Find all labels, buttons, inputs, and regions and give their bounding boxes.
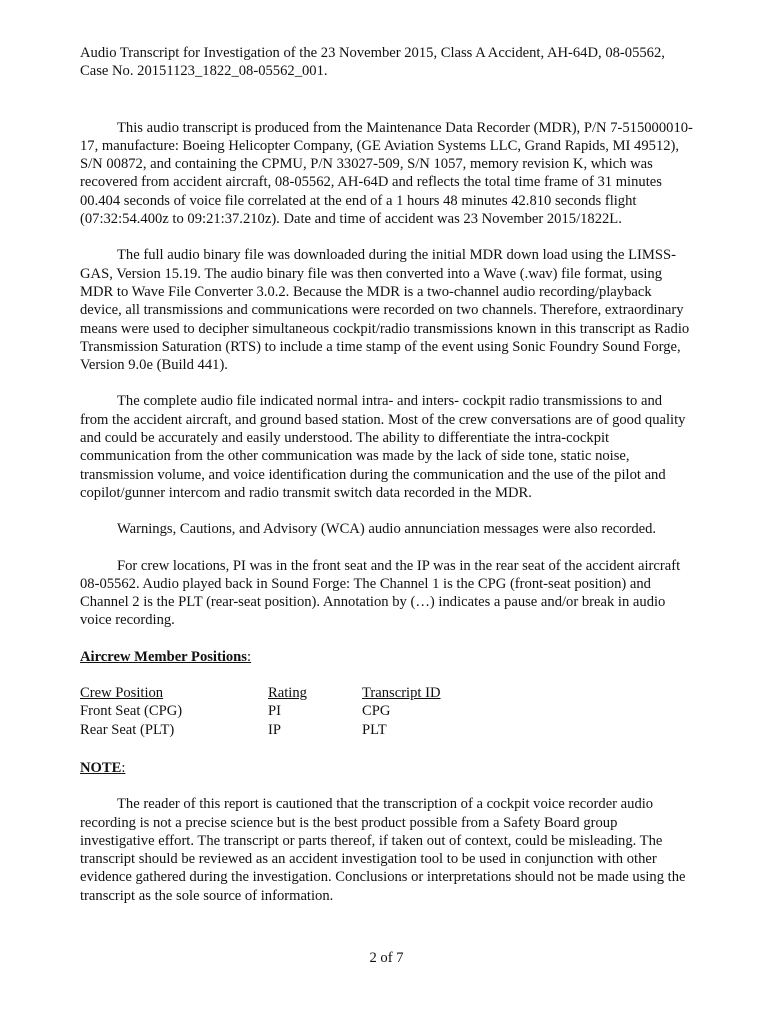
crew-positions-table [80, 684, 562, 739]
crew-position-header-text: Crew Position [80, 685, 164, 702]
aircrew-title-colon: : [246, 648, 252, 665]
table-row [80, 721, 562, 739]
document-page [80, 44, 694, 923]
crew-position-header [80, 684, 268, 702]
aircrew-section-title [80, 648, 694, 666]
rating-header-text: Rating [268, 685, 307, 702]
paragraph-audio-quality: The complete audio file indicated normal intra- and inters- cockpit radio transmissions to and from the accident aircraft, and ground based station. Most of the crew conversations are of good quality and could be accurately and easily understood. The ability to differentiate the intra-cockpit communication from the other communication was made by the lack of side tone, static noise, transmission volume, and voice identification during the communication and the use of the pilot and copilot/gunner intercom and radio transmit switch data recorded in the MDR. [80, 393, 686, 501]
paragraph-mdr-source: This audio transcript is produced from the Maintenance Data Recorder (MDR), P/N 7-515000010-17, manufacture: Boeing Helicopter Company, (GE Aviation Systems LLC, Grand Rapids, MI 49512), S/N 00872, and containing the CPMU, P/N 33027-509, S/N 1057, memory revision K, which was recovered from accident aircraft, 08-05562, AH-64D and reflects the total time frame of 31 minutes 00.404 seconds of voice file correlated at the end of a 1 hours 48 minutes 42.810 seconds flight (07:32:54.400z to 09:21:37.210z). Date and time of accident was 23 November 2015/1822L. [80, 119, 693, 228]
note-title-colon: : [121, 759, 126, 776]
table-row [80, 702, 562, 720]
document-header: Audio Transcript for Investigation of the 23 November 2015, Class A Accident, AH-64D, 08-05562, Case No. 20151123_1822_08-05562_001. [80, 45, 665, 80]
crew-table-header-row [80, 684, 562, 702]
paragraph-note: The reader of this report is cautioned that the transcription of a cockpit voice recorder audio recording is not a precise science but is the best product possible from a Safety Board group investigative effort. The transcript or parts thereof, if taken out of context, could be misleading. The transcript should be reviewed as an accident investigation tool to be used in conjunction with other evidence gathered during the investigation. Conclusions or interpretations should not be made using the transcript as the sole source of information. [80, 796, 686, 904]
transcript-id-cell: CPG [362, 703, 391, 720]
paragraph-wca-messages: Warnings, Cautions, and Advisory (WCA) audio annunciation messages were also recorded. [117, 521, 657, 538]
paragraph-crew-locations: For crew locations, PI was in the front seat and the IP was in the rear seat of the accident aircraft 08-05562. Audio played back in Sound Forge: The Channel 1 is the CPG (front-seat position) and Channel 2 is the PLT (rear-seat position). Annotation by (…) indicates a pause and/or break in audio voice recording. [80, 557, 681, 629]
page-number: 2 of 7 [369, 950, 404, 966]
crew-position-cell: Front Seat (CPG) [80, 703, 183, 720]
note-title-text: NOTE [80, 759, 122, 776]
transcript-id-cell: PLT [362, 721, 387, 738]
rating-cell: IP [268, 721, 281, 738]
paragraph-audio-download: The full audio binary file was downloaded during the initial MDR down load using the LIMSS-GAS, Version 15.19. The audio binary file was then converted into a Wave (.wav) file format, using MDR to Wave File Converter 3.0.2. Because the MDR is a two-channel audio recording/playback device, all transmissions and communications were recorded on two channels. Therefore, extraordinary means were used to decipher simultaneous cockpit/radio transmissions known in this transcript as Radio Transmission Saturation (RTS) to include a time stamp of the event using Sonic Foundry Sound Forge, Version 9.0e (Build 441). [80, 247, 690, 374]
aircrew-title-text: Aircrew Member Positions [80, 648, 247, 665]
rating-cell: PI [268, 703, 281, 720]
rating-header [268, 684, 362, 702]
note-section-title [80, 759, 694, 777]
crew-position-cell: Rear Seat (PLT) [80, 721, 175, 738]
transcript-id-header-text: Transcript ID [362, 685, 441, 702]
transcript-id-header [362, 684, 562, 702]
